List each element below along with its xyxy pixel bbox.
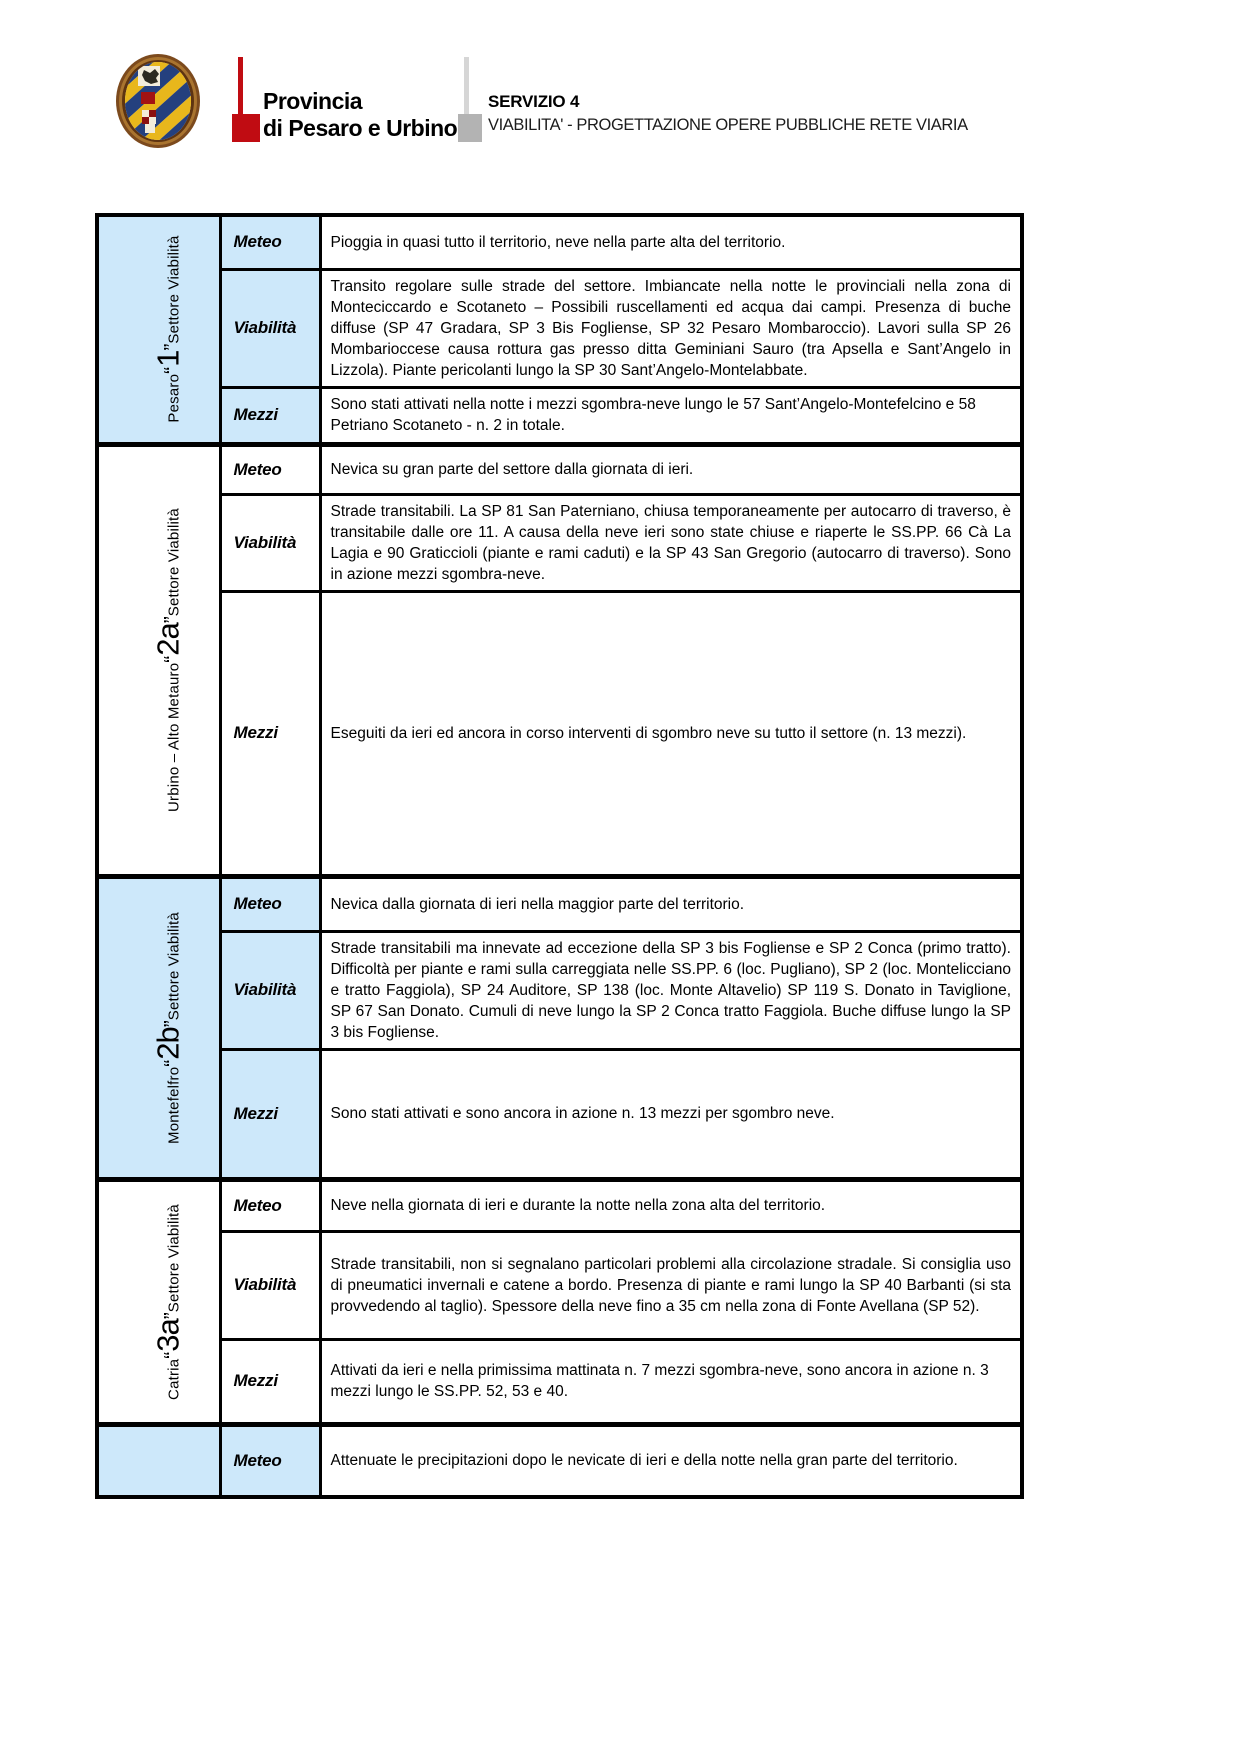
meteo-label: Meteo: [233, 1195, 282, 1215]
gray-accent-line: [464, 57, 469, 114]
meteo-label: Meteo: [233, 232, 282, 252]
sector-3a-rotated-label: Catria“3a”Settore Viabilità: [150, 1203, 186, 1400]
mezzi-label-cell: [220, 1049, 320, 1179]
meteo-label: Meteo: [233, 459, 282, 479]
viabilita-label-cell: [220, 494, 320, 591]
mezzi-label-cell: [220, 387, 320, 444]
table-row: [97, 1424, 1022, 1497]
meteo-label-cell: [220, 215, 320, 269]
sector-1-meteo-text: Pioggia in quasi tutto il territorio, neve nella parte alta del territorio.: [320, 215, 1022, 269]
sector-3a-meteo-text: Neve nella giornata di ieri e durante la notte nella zona alta del territorio.: [320, 1179, 1022, 1231]
sector-2a-label-cell: [97, 444, 220, 876]
mezzi-label: Mezzi: [233, 1103, 278, 1123]
mezzi-label: Mezzi: [233, 1371, 278, 1390]
viabilita-label-cell: [220, 931, 320, 1049]
sector-2b-viabilita-text: Strade transitabili ma innevate ad eccezione della SP 3 bis Fogliense e SP 2 Conca (primo tratto). Difficoltà per piante e rami sulla carreggiata nelle SS.PP. 6 (loc. Pugliano), SP 2 (loc. Montelicciano e tratto Faggiola), SP 24 Auditore, SP 138 (loc. Monte Altavelio) SP 119 S. Donato in Taviglione, SP 67 San Donato. Cumuli di neve lungo la SP 2 Conca tratto Faggiola. Buche diffuse lungo la SP 3 bis Fogliense.: [320, 931, 1022, 1049]
meteo-label-cell: [220, 1179, 320, 1231]
sector-1-label-cell: [97, 215, 220, 444]
meteo-label-cell: [220, 1424, 320, 1497]
sector-3a-mezzi-text: Attivati da ieri e nella primissima mattinata n. 7 mezzi sgombra-neve, sono ancora in azione n. 3 mezzi lungo le SS.PP. 52, 53 e 40.: [320, 1339, 1022, 1424]
organization-name: [263, 88, 457, 142]
table-row: [97, 494, 1022, 591]
service-header: [488, 92, 968, 135]
sector-5-label-cell: [97, 1424, 220, 1497]
sector-1-rotated-label: Pesaro“1”Settore Viabilità: [150, 235, 186, 423]
sector-2b-rotated-label: Montefelfro“2b”Settore Viabilità: [150, 911, 186, 1144]
red-accent-line: [238, 57, 243, 114]
table-row: [97, 591, 1022, 876]
meteo-label: Meteo: [233, 894, 282, 913]
provincia-crest-logo: [114, 52, 202, 150]
meteo-label: Meteo: [233, 1450, 282, 1470]
table-row: [97, 1049, 1022, 1179]
sector-3a-label-cell: [97, 1179, 220, 1424]
viability-report-table: [95, 213, 1024, 1499]
table-row: [97, 444, 1022, 494]
org-line2: di Pesaro e Urbino: [263, 115, 458, 141]
table-row: [97, 931, 1022, 1049]
sector-2a-rotated-label: Urbino – Alto Metauro“2a”Settore Viabilità: [150, 508, 186, 812]
viabilita-label: Viabilità: [233, 318, 297, 337]
sector-2b-label-cell: [97, 876, 220, 1179]
sector-2a-mezzi-text: Eseguiti da ieri ed ancora in corso interventi di sgombro neve su tutto il settore (n. 13 mezzi).: [320, 591, 1022, 876]
mezzi-label-cell: [220, 591, 320, 876]
org-line1: Provincia: [263, 88, 363, 114]
sector-5-meteo-text: Attenuate le precipitazioni dopo le nevicate di ieri e della notte nella gran parte del territorio.: [320, 1424, 1022, 1497]
table-row: [97, 215, 1022, 269]
meteo-label-cell: [220, 444, 320, 494]
viabilita-label: Viabilità: [233, 1275, 297, 1294]
table-row: [97, 387, 1022, 444]
table-row: [97, 269, 1022, 387]
sector-3a-viabilita-text: Strade transitabili, non si segnalano particolari problemi alla circolazione stradale. Si consiglia uso di pneumatici invernali e catene a bordo. Presenza di piante e rami lungo la SP 40 Barbanti (si sta provvedendo al taglio). Spessore della neve fino a 35 cm nella zona di Fonte Avellana (SP 52).: [320, 1231, 1022, 1339]
viabilita-label: Viabilità: [233, 532, 297, 552]
viabilita-label-cell: [220, 269, 320, 387]
mezzi-label-cell: [220, 1339, 320, 1424]
service-subtitle: VIABILITA' - PROGETTAZIONE OPERE PUBBLICHE RETE VIARIA: [488, 116, 968, 134]
viabilita-label-cell: [220, 1231, 320, 1339]
sector-2a-meteo-text: Nevica su gran parte del settore dalla giornata di ieri.: [320, 444, 1022, 494]
mezzi-label: Mezzi: [233, 723, 278, 742]
gray-accent-block: [458, 114, 482, 142]
table-row: [97, 1179, 1022, 1231]
table-row: [97, 876, 1022, 931]
sector-1-mezzi-text: Sono stati attivati nella notte i mezzi sgombra-neve lungo le 57 Sant’Angelo-Montefelcino e 58 Petriano Scotaneto - n. 2 in totale.: [320, 387, 1022, 444]
table-row: [97, 1339, 1022, 1424]
service-title: SERVIZIO 4: [488, 92, 580, 111]
table-row: [97, 1231, 1022, 1339]
sector-2b-meteo-text: Nevica dalla giornata di ieri nella maggior parte del territorio.: [320, 876, 1022, 931]
mezzi-label: Mezzi: [233, 405, 278, 424]
sector-2a-viabilita-text: Strade transitabili. La SP 81 San Paterniano, chiusa temporaneamente per autocarro di traverso, è transitabile dalle ore 11. A causa della neve ieri sono state chiuse e riaperte le SS.PP. 66 Cà La Lagia e 90 Graticcioli (piante e rami caduti) e la SP 43 San Gregorio (autocarro di traverso). Sono in azione mezzi sgombra-neve.: [320, 494, 1022, 591]
sector-2b-mezzi-text: Sono stati attivati e sono ancora in azione n. 13 mezzi per sgombro neve.: [320, 1049, 1022, 1179]
sector-1-viabilita-text: Transito regolare sulle strade del settore. Imbiancate nella notte le provinciali nella zona di Monteciccardo e Scotaneto – Possibili ruscellamenti ed acqua dai campi. Presenza di buche diffuse (SP 47 Gradara, SP 3 Bis Fogliense, SP 32 Pesaro Mombaroccio). Lavori sulla SP 26 Mombarioccese causa rottura gas presso ditta Geminiani Sauro (tra Apsella e Sant’Angelo in Lizzola). Piante pericolanti lungo la SP 30 Sant’Angelo-Montelabbate.: [320, 269, 1022, 387]
red-accent-block: [232, 114, 260, 142]
meteo-label-cell: [220, 876, 320, 931]
viabilita-label: Viabilità: [233, 980, 297, 999]
